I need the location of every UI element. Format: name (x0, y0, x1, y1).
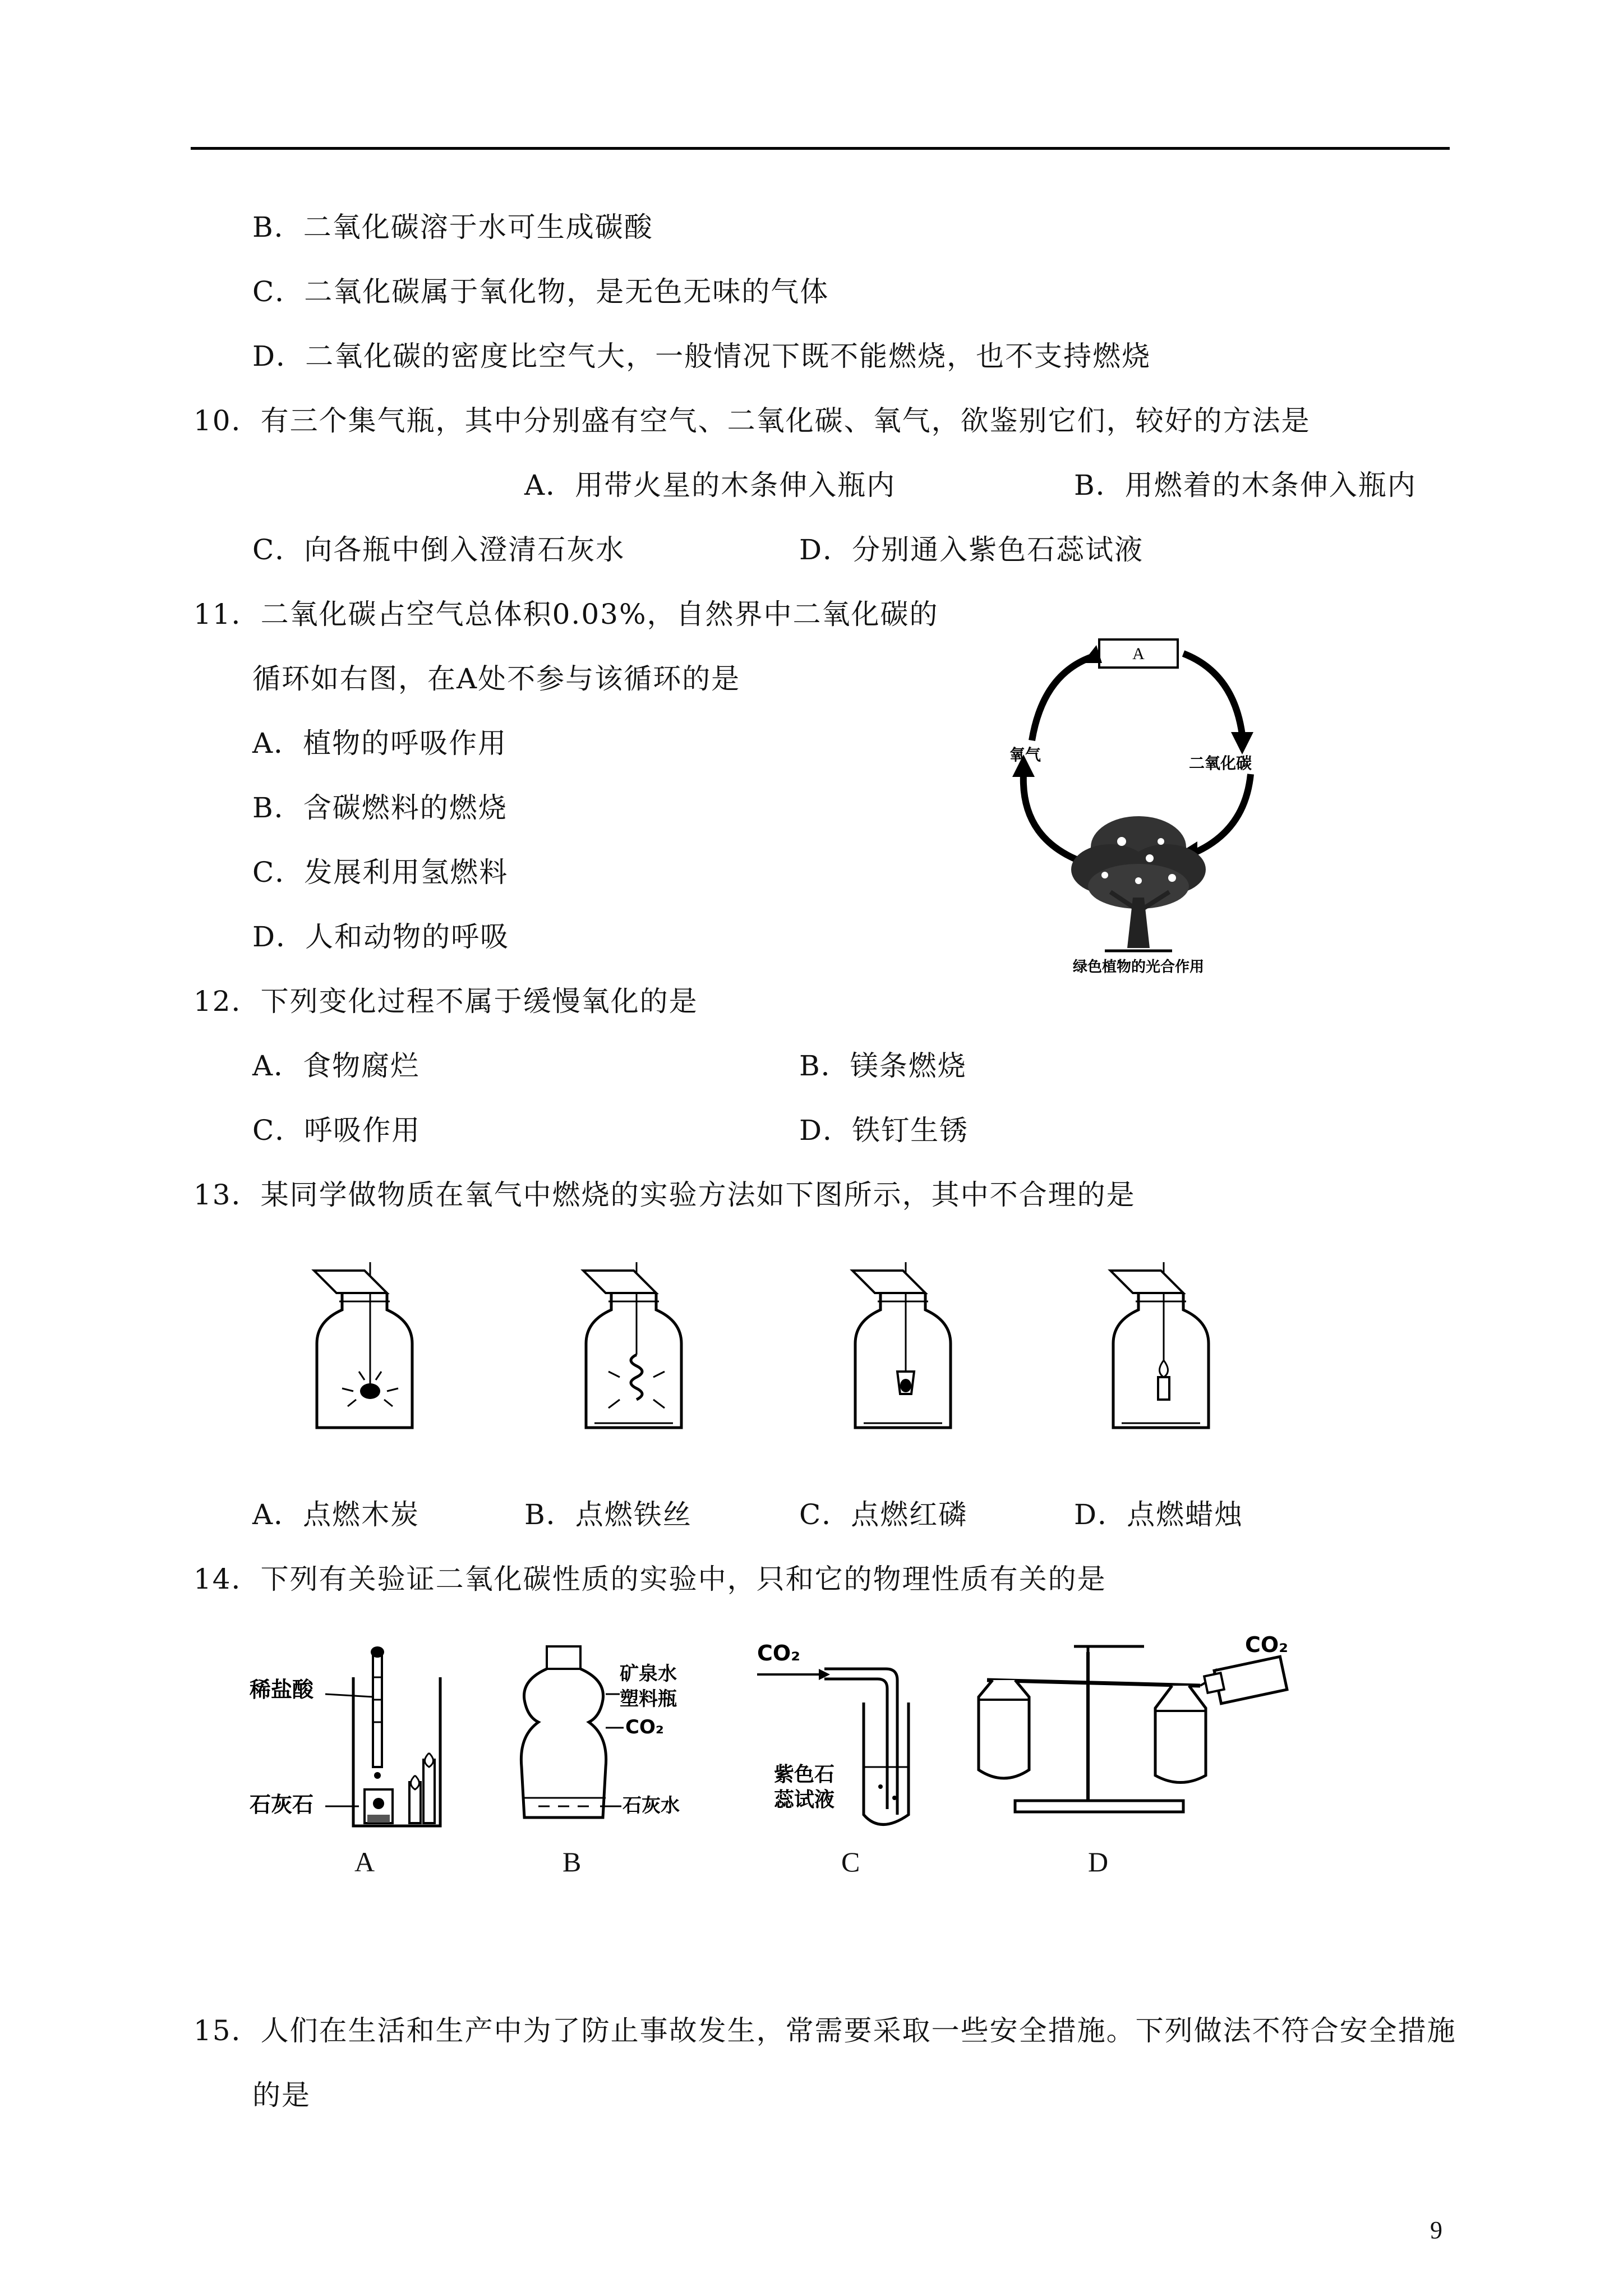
q13-option-b: B．点燃铁丝 (524, 1498, 692, 1531)
q12-stem: 12．下列变化过程不属于缓慢氧化的是 (193, 985, 698, 1018)
q10-option-b: B．用燃着的木条伸入瓶内 (1074, 469, 1417, 501)
tree-icon (1071, 816, 1206, 951)
q12-option-c: C．呼吸作用 (252, 1114, 421, 1147)
figa-label-limestone: 石灰石 (250, 1792, 314, 1817)
q11-option-c: C．发展利用氢燃料 (252, 856, 509, 889)
jar-candle-figure (1099, 1259, 1223, 1439)
q11-option-b: B．含碳燃料的燃烧 (252, 792, 508, 824)
figd-label-co2: CO₂ (1245, 1632, 1288, 1657)
q9-option-d: D．二氧化碳的密度比空气大，一般情况下既不能燃烧，也不支持燃烧 (252, 340, 1151, 372)
q14-figure-a (247, 1644, 460, 1834)
q10-stem: 10．有三个集气瓶，其中分别盛有空气、二氧化碳、氧气，欲鉴别它们，较好的方法是 (193, 404, 1311, 437)
q12-option-d: D．铁钉生锈 (799, 1114, 969, 1147)
header-rule (191, 147, 1450, 150)
q13-option-c: C．点燃红磷 (799, 1498, 968, 1531)
jar-red-phosphorus-figure (841, 1259, 965, 1439)
q11-option-d: D．人和动物的呼吸 (252, 921, 510, 953)
figc-label-co2: CO₂ (757, 1641, 800, 1665)
q13-option-a: A．点燃木炭 (252, 1498, 420, 1531)
cycle-left-label: 氧气 (1009, 746, 1041, 764)
figa-label-acid: 稀盐酸 (250, 1677, 314, 1702)
carbon-cycle-figure (998, 628, 1290, 976)
q11-stem-line2: 循环如右图，在A处不参与该循环的是 (252, 662, 741, 695)
q12-option-a: A．食物腐烂 (252, 1050, 420, 1082)
q13-option-d: D．点燃蜡烛 (1074, 1498, 1244, 1531)
q15-stem-line2: 的是 (252, 2079, 311, 2111)
cycle-caption: 绿色植物的光合作用 (1072, 959, 1205, 976)
q15-stem-line1: 15．人们在生活和生产中为了防止事故发生，常需要采取一些安全措施。下列做法不符合安全措施 (193, 2014, 1456, 2047)
q11-option-a: A．植物的呼吸作用 (252, 727, 508, 760)
figb-label-water: 矿泉水 (620, 1663, 677, 1685)
figb-label-limewater: 石灰水 (623, 1795, 680, 1817)
q14-letter-b: B (562, 1846, 582, 1878)
figc-label-litmus2: 蕊试液 (774, 1788, 835, 1811)
q11-stem-line1: 11．二氧化碳占空气总体积0.03%，自然界中二氧化碳的 (193, 598, 939, 631)
q10-option-a: A．用带火星的木条伸入瓶内 (524, 469, 896, 501)
q13-stem: 13．某同学做物质在氧气中燃烧的实验方法如下图所示，其中不合理的是 (193, 1179, 1136, 1211)
q10-option-c: C．向各瓶中倒入澄清石灰水 (252, 533, 625, 566)
q14-figure-b (505, 1638, 707, 1829)
q10-option-d: D．分别通入紫色石蕊试液 (799, 533, 1144, 566)
figb-label-bottle: 塑料瓶 (620, 1688, 677, 1710)
q14-letter-c: C (841, 1846, 860, 1878)
jar-charcoal-figure (303, 1259, 426, 1439)
figc-label-litmus1: 紫色石 (774, 1763, 835, 1786)
q9-option-c: C．二氧化碳属于氧化物，是无色无味的气体 (252, 275, 829, 308)
jar-iron-wire-figure (572, 1259, 695, 1439)
cycle-box-label: A (1132, 645, 1145, 663)
figb-label-co2: CO₂ (625, 1716, 664, 1738)
q14-figure-c (751, 1635, 931, 1832)
q14-stem: 14．下列有关验证二氧化碳性质的实验中，只和它的物理性质有关的是 (193, 1563, 1106, 1595)
q9-option-b: B．二氧化碳溶于水可生成碳酸 (252, 211, 653, 243)
page-number: 9 (1430, 2216, 1442, 2244)
q14-figure-d (976, 1630, 1324, 1832)
q14-letter-a: A (354, 1846, 375, 1878)
q14-letter-d: D (1088, 1846, 1109, 1878)
q12-option-b: B．镁条燃烧 (799, 1050, 967, 1082)
cycle-right-label: 二氧化碳 (1189, 754, 1252, 772)
